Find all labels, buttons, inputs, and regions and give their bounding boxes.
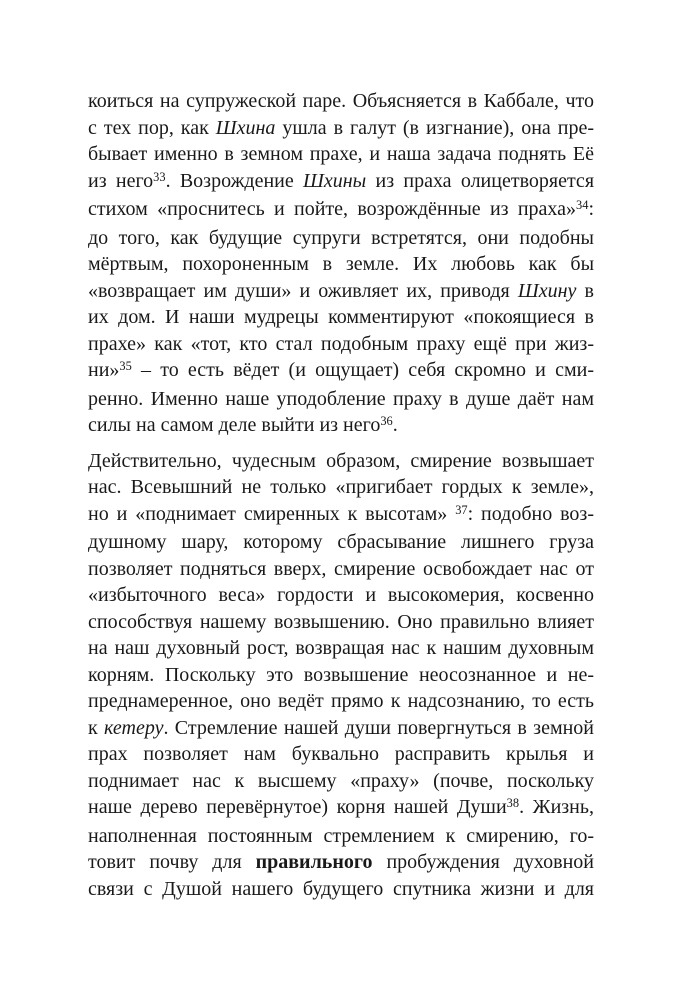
text-run: бывает именно в земном прахе, и наша задача поднять Её (88, 143, 594, 165)
text-line (88, 609, 594, 636)
text-run: прах позволяет нам буквально расправить крылья и (88, 743, 594, 765)
text-line (88, 141, 594, 168)
text-run: прахе» как «тот, кто стал подобным праху ещё при жиз- (88, 332, 594, 355)
text-line (88, 386, 594, 413)
italic-term: Шхина (215, 116, 276, 139)
text-run: к (88, 716, 105, 739)
text-run: стихом «проснитесь и пойте, возрождённые из праха» (88, 198, 577, 220)
text-run: из него (88, 169, 154, 192)
text-line (88, 768, 594, 795)
text-run: с тех пор, как (88, 116, 216, 139)
text-run: . (392, 414, 398, 436)
paragraph-1 (88, 88, 594, 441)
text-run: товит почву для (88, 851, 256, 873)
footnote-marker: 35 (119, 359, 132, 374)
text-run: . Жизнь, (519, 796, 594, 818)
text-run: . Возрождение (165, 169, 304, 192)
text-line (88, 635, 594, 662)
text-line (88, 88, 594, 115)
bold-term: правильного (255, 851, 373, 873)
footnote-marker: 34 (576, 198, 589, 213)
text-run: наполненная постоянным стремлением к смирению, го- (88, 824, 594, 847)
text-line (88, 741, 594, 768)
text-line (88, 556, 594, 583)
text-run: пробуждения духовной (372, 851, 594, 873)
text-line (88, 662, 594, 689)
footnote-marker: 38 (506, 796, 520, 811)
text-run: «избыточного веса» гордости и высокомерия, косвенно (88, 584, 594, 606)
text-run: . Стремление нашей души повергнуться в земной (163, 716, 595, 739)
text-line (88, 251, 594, 278)
text-line (88, 794, 594, 823)
footnote-marker: 36 (380, 414, 393, 429)
text-run: : (588, 198, 594, 220)
text-line (88, 849, 594, 876)
text-run: мёртвым, похороненным в земле. Их любовь как бы (88, 253, 594, 275)
text-line (88, 196, 594, 225)
text-run: – то есть вёдет (и ощущает) себя скромно и сми- (131, 359, 594, 381)
text-run: на наш духовный рост, возвращая нас к нашим духовным (88, 637, 594, 659)
text-line (88, 823, 594, 850)
italic-term: кетеру (104, 716, 164, 739)
text-line (88, 582, 594, 609)
text-run: связи с Душой нашего будущего спутника жизни и для (88, 877, 594, 900)
text-run: ушла в галут (в изгнание), она пре- (275, 116, 594, 139)
text-line (88, 688, 594, 715)
text-line (88, 529, 594, 556)
text-run: силы на самом деле выйти из него (88, 414, 381, 436)
text-run: «возвращает им души» и оживляет их, приводя (88, 279, 518, 302)
text-line (88, 448, 594, 475)
text-run: преднамеренное, оно ведёт прямо к надсознанию, то есть (88, 690, 594, 712)
italic-term: Шхину (517, 279, 577, 302)
text-line (88, 225, 594, 252)
italic-term: Шхины (303, 169, 367, 192)
text-line (88, 412, 594, 441)
text-line (88, 331, 594, 358)
text-run: нас. Всевышний не только «пригибает гордых к земле», (88, 476, 594, 498)
text-line (88, 168, 594, 197)
text-run: наше дерево перевёрнутое) корня нашей Души (88, 796, 507, 818)
text-line (88, 357, 594, 386)
text-run: способствуя нашему возвышению. Оно правильно влияет (88, 610, 594, 633)
text-run: до того, как будущие супруги встретятся, они подобны (88, 226, 594, 249)
footnote-marker: 33 (153, 169, 166, 184)
paragraph-2 (88, 448, 594, 903)
page-text (88, 88, 594, 902)
text-line (88, 304, 594, 331)
text-line (88, 474, 594, 501)
footnote-marker: 37 (455, 502, 468, 517)
text-line (88, 876, 594, 903)
text-run: корням. Поскольку это возвышение неосознанное и не- (88, 663, 594, 686)
text-line (88, 501, 594, 530)
text-line (88, 715, 594, 742)
text-run: поднимает нас к высшему «праху» (почве, поскольку (88, 769, 594, 792)
text-run: ренно. Именно наше уподобление праху в душе даёт нам (88, 387, 594, 410)
text-run: из праха олицетворяется (366, 169, 595, 192)
text-run: но и «поднимает смиренных к высотам» (88, 502, 456, 525)
text-line (88, 278, 594, 305)
text-run: их дом. И наши мудрецы комментируют «покоящиеся в (88, 306, 594, 328)
text-run: ни» (88, 359, 120, 381)
text-line (88, 115, 594, 142)
text-run: позволяет подняться вверх, смирение освобождает нас от (88, 557, 594, 580)
text-run: в (576, 279, 594, 302)
text-run: : подобно воз- (467, 502, 594, 525)
text-run: коиться на супружеской паре. Объясняется в Каббале, что (88, 90, 594, 112)
text-run: Действительно, чудесным образом, смирение возвышает (88, 449, 594, 472)
text-run: душному шару, которому сбрасывание лишнего груза (88, 531, 594, 553)
